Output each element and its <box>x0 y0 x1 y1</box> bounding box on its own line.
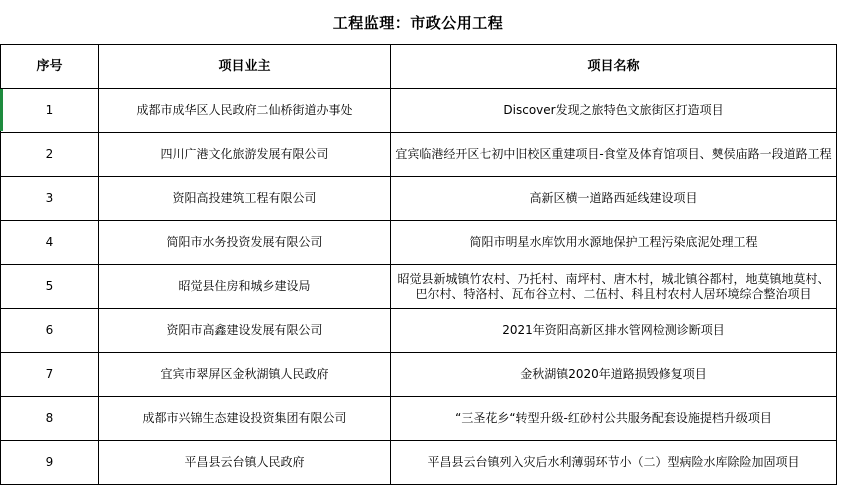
cell-num[interactable]: 4 <box>1 221 99 265</box>
cell-num[interactable]: 6 <box>1 309 99 353</box>
cell-owner[interactable]: 平昌县云台镇人民政府 <box>99 441 391 485</box>
table-row <box>1 397 837 441</box>
cell-name[interactable] <box>391 133 837 177</box>
sheet-title: 工程监理：市政公用工程 <box>332 13 504 32</box>
cell-num[interactable]: 1 <box>1 89 99 133</box>
cell-name[interactable]: 简阳市明星水库饮用水源地保护工程污染底泥处理工程 <box>391 221 837 265</box>
table-row <box>1 441 837 485</box>
cell-name[interactable]: “三圣花乡“转型升级-红砂村公共服务配套设施提档升级项目 <box>391 397 837 441</box>
cell-owner[interactable]: 成都市成华区人民政府二仙桥街道办事处 <box>99 89 391 133</box>
cell-name[interactable] <box>391 265 837 309</box>
cell-owner[interactable]: 昭觉县住房和城乡建设局 <box>99 265 391 309</box>
cell-num[interactable]: 3 <box>1 177 99 221</box>
header-owner[interactable]: 项目业主 <box>99 45 391 89</box>
table-row <box>1 309 837 353</box>
cell-owner[interactable]: 宜宾市翠屏区金秋湖镇人民政府 <box>99 353 391 397</box>
cell-name-text: 宜宾临港经开区七初中旧校区重建项目-食堂及体育馆项目、僰侯庙路一段道路工程 <box>395 147 832 161</box>
cell-name[interactable]: Discover发现之旅特色文旅街区打造项目 <box>391 89 837 133</box>
cell-owner[interactable]: 资阳市高鑫建设发展有限公司 <box>99 309 391 353</box>
cell-name[interactable]: 高新区横一道路西延线建设项目 <box>391 177 837 221</box>
header-name[interactable]: 项目名称 <box>391 45 837 89</box>
table-row <box>1 353 837 397</box>
table-row <box>1 89 837 133</box>
table-row <box>1 133 837 177</box>
header-num[interactable]: 序号 <box>1 45 99 89</box>
cell-num[interactable]: 2 <box>1 133 99 177</box>
cell-num[interactable]: 8 <box>1 397 99 441</box>
cell-num[interactable]: 5 <box>1 265 99 309</box>
table-row <box>1 221 837 265</box>
cell-owner[interactable]: 简阳市水务投资发展有限公司 <box>99 221 391 265</box>
cell-name[interactable]: 平昌县云台镇列入灾后水利薄弱环节小（二）型病险水库除险加固项目 <box>391 441 837 485</box>
table-row <box>1 177 837 221</box>
cell-name[interactable]: 2021年资阳高新区排水管网检测诊断项目 <box>391 309 837 353</box>
cell-name-text: 昭觉县新城镇竹农村、乃托村、南坪村、唐木村，城北镇谷都村，地莫镇地莫村、巴尔村、特洛村、瓦布谷立村、二伍村、科且村农村人居环境综合整治项目 <box>397 271 830 301</box>
project-table <box>0 44 837 485</box>
cell-num[interactable]: 7 <box>1 353 99 397</box>
header-row <box>1 45 837 89</box>
cell-num[interactable]: 9 <box>1 441 99 485</box>
row-selection-marker <box>0 89 3 131</box>
cell-owner[interactable]: 成都市兴锦生态建设投资集团有限公司 <box>99 397 391 441</box>
table-row <box>1 265 837 309</box>
cell-name[interactable]: 金秋湖镇2020年道路损毁修复项目 <box>391 353 837 397</box>
cell-owner[interactable]: 四川广港文化旅游发展有限公司 <box>99 133 391 177</box>
cell-owner[interactable]: 资阳高投建筑工程有限公司 <box>99 177 391 221</box>
